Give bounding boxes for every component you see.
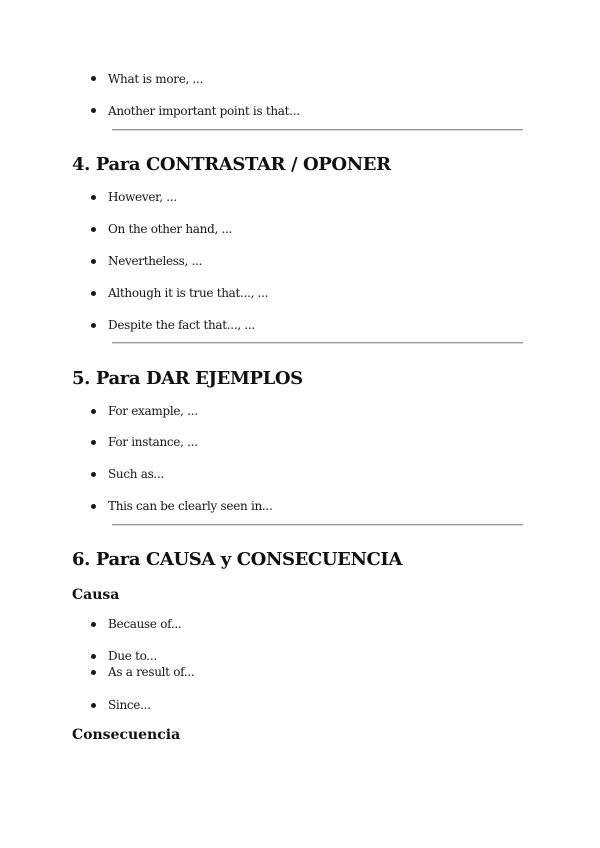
bullet-icon: [91, 440, 96, 445]
bullet-icon: [91, 195, 96, 200]
list-item: Such as...: [108, 467, 164, 481]
bullet-icon: [91, 670, 96, 675]
bullet-icon: [91, 622, 96, 627]
list-item: However, ...: [108, 190, 177, 204]
subheading-consecuencia: Consecuencia: [72, 727, 181, 743]
bullet-icon: [91, 409, 96, 414]
list-item: Nevertheless, ...: [108, 254, 203, 268]
list-item: Another important point is that...: [108, 104, 300, 118]
bullet-icon: [91, 654, 96, 659]
list-item: Since...: [108, 698, 151, 712]
bullet-icon: [91, 76, 96, 81]
horizontal-rule: [112, 129, 523, 131]
section-heading: 6. Para CAUSA y CONSECUENCIA: [72, 549, 403, 570]
list-item: Despite the fact that..., ...: [108, 318, 255, 332]
list-item: On the other hand, ...: [108, 222, 233, 236]
bullet-icon: [91, 323, 96, 328]
bullet-icon: [91, 227, 96, 232]
list-item: Due to...: [108, 649, 157, 663]
list-item: For instance, ...: [108, 435, 198, 449]
bullet-icon: [91, 291, 96, 296]
bullet-icon: [91, 703, 96, 708]
bullet-icon: [91, 504, 96, 509]
list-item: As a result of...: [108, 665, 195, 679]
subheading-causa: Causa: [72, 587, 120, 603]
bullet-icon: [91, 259, 96, 264]
section-heading: 5. Para DAR EJEMPLOS: [72, 368, 303, 389]
list-item: What is more, ...: [108, 72, 204, 86]
list-item: Although it is true that..., ...: [108, 286, 269, 300]
bullet-icon: [91, 108, 96, 113]
horizontal-rule: [112, 342, 523, 344]
section-heading: 4. Para CONTRASTAR / OPONER: [72, 154, 391, 175]
horizontal-rule: [112, 524, 523, 526]
list-item: For example, ...: [108, 404, 198, 418]
list-item: Because of...: [108, 617, 182, 631]
list-item: This can be clearly seen in...: [108, 499, 273, 513]
bullet-icon: [91, 472, 96, 477]
